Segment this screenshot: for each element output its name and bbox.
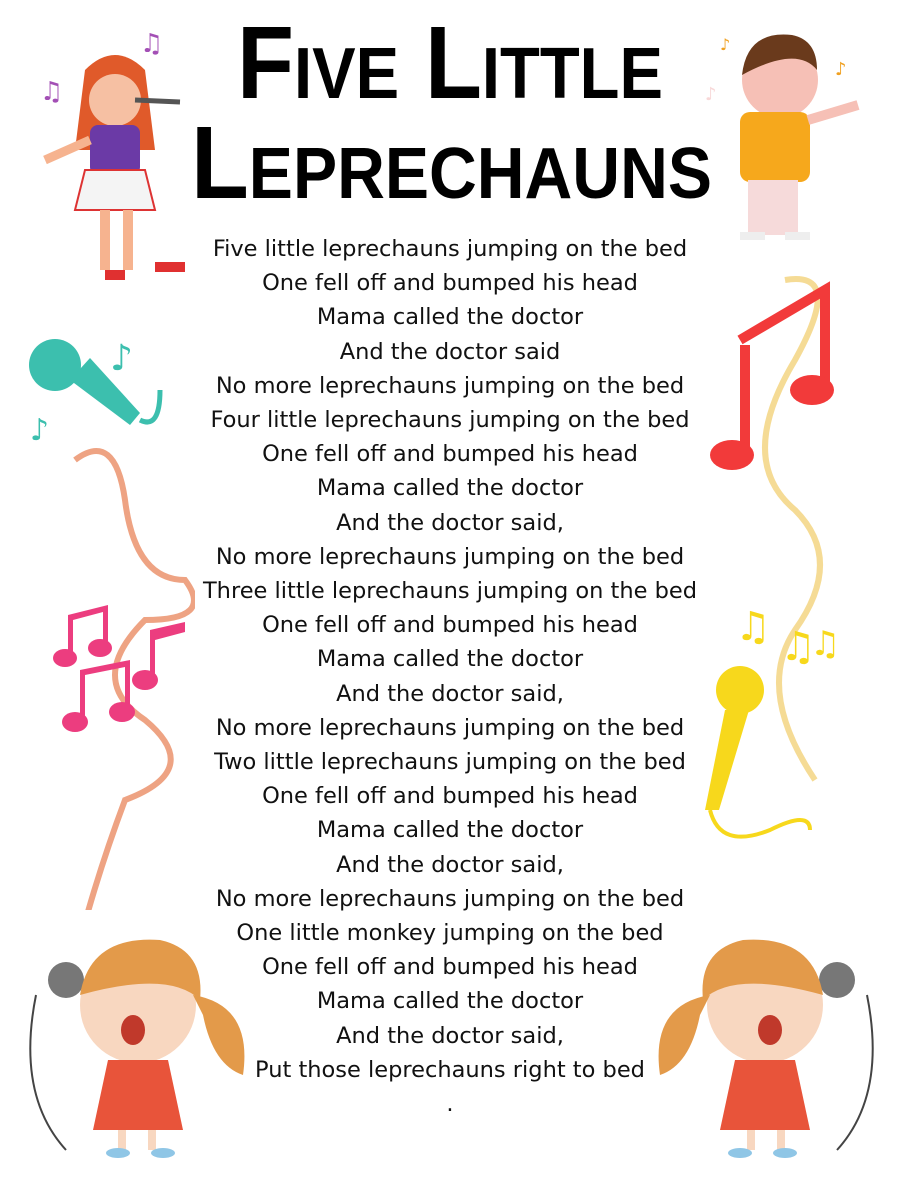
lyric-line: And the doctor said,: [336, 509, 564, 536]
svg-text:♫: ♫: [735, 604, 771, 650]
music-note-icon: ♪: [835, 59, 847, 80]
girl-singer-illustration: [35, 30, 195, 290]
lyric-line: No more leprechauns jumping on the bed: [215, 885, 685, 912]
lyric-line: Three little leprechauns jumping on the bed: [202, 578, 698, 605]
music-note-icon: ♪: [720, 35, 731, 54]
lyric-line: One fell off and bumped his head: [262, 270, 638, 297]
yellow-microphone-icon: [695, 580, 865, 850]
svg-text:♫: ♫: [780, 624, 816, 670]
lyric-line: Two little leprechauns jumping on the bed: [214, 749, 686, 776]
lyric-line: One fell off and bumped his head: [262, 954, 638, 981]
lyric-line: And the doctor said,: [336, 1022, 564, 1049]
lyric-line: One fell off and bumped his head: [262, 612, 638, 639]
lyric-line: Mama called the doctor: [316, 988, 584, 1015]
title-line-2: Leprechauns: [191, 105, 712, 220]
lyric-line: One little monkey jumping on the bed: [236, 920, 664, 947]
lyric-line: No more leprechauns jumping on the bed: [215, 543, 685, 570]
svg-text:♫: ♫: [810, 624, 841, 664]
lyric-line: Mama called the doctor: [316, 475, 584, 502]
lyric-line: .: [446, 1091, 454, 1118]
boy-singer-illustration: [700, 20, 860, 245]
music-note-icon: ♫: [40, 77, 64, 107]
svg-text:♪: ♪: [30, 413, 50, 445]
pink-music-notes-icon: [50, 600, 190, 740]
teal-microphone-icon: [15, 325, 165, 445]
singing-girl-right-illustration: [645, 935, 885, 1160]
lyric-line: Mama called the doctor: [316, 304, 584, 331]
music-note-icon: ♫: [140, 30, 164, 59]
lyric-line: No more leprechauns jumping on the bed: [215, 714, 685, 741]
lyric-line: No more leprechauns jumping on the bed: [215, 372, 685, 399]
lyric-line: And the doctor said,: [336, 680, 564, 707]
lyric-line: Put those leprechauns right to bed: [255, 1056, 645, 1083]
svg-text:♪: ♪: [110, 338, 133, 379]
music-note-icon: ♪: [705, 84, 717, 105]
singing-girl-left-illustration: [18, 935, 258, 1160]
lyric-line: And the doctor said: [339, 338, 561, 365]
lyric-line: Five little leprechauns jumping on the bed: [212, 236, 688, 262]
title-line-1: Five Little: [237, 5, 663, 120]
lyric-line: Four little leprechauns jumping on the bed: [210, 407, 690, 434]
lyric-line: Mama called the doctor: [316, 646, 584, 673]
lyric-line: And the doctor said,: [336, 851, 564, 878]
lyric-line: One fell off and bumped his head: [262, 441, 638, 468]
lyric-line: One fell off and bumped his head: [262, 783, 638, 810]
lyric-line: Mama called the doctor: [316, 817, 584, 844]
